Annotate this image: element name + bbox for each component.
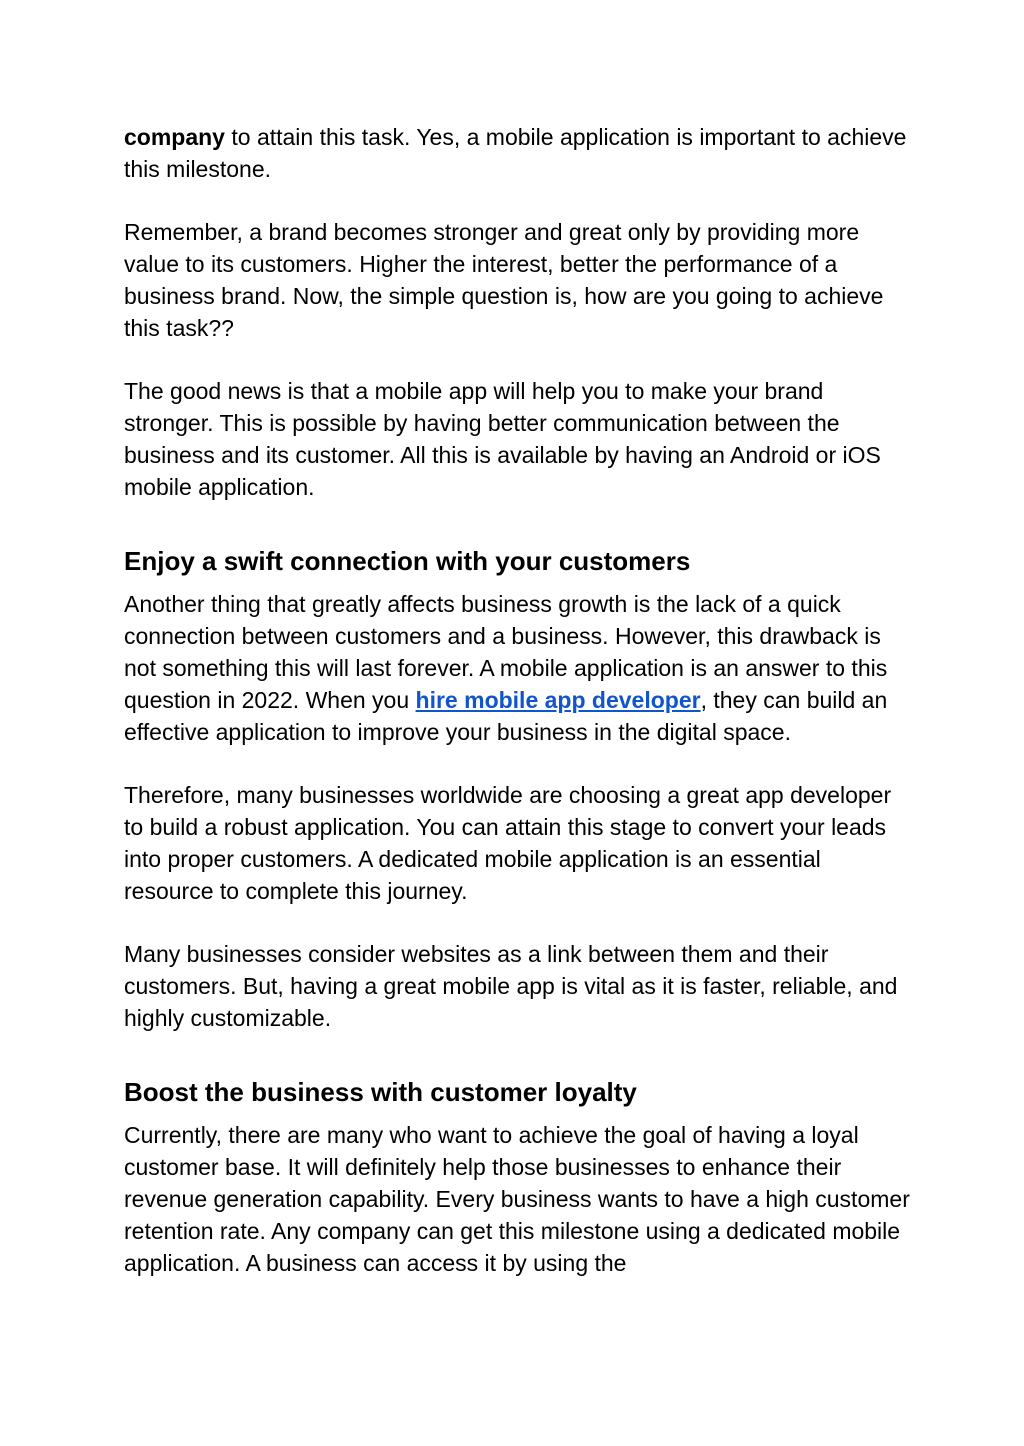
paragraph-brand: Remember, a brand becomes stronger and great only by providing more value to its customers. Higher the interest, better the performance of a business brand. Now, the simple question is, how are you going to achieve this task?? (124, 219, 884, 341)
paragraph-connection-before: Another thing that greatly affects business growth is the lack of a quick connection between customers and a business. However, this drawback is not something this will last forever. A mobile application is an answer to this question in 2022. When you (124, 591, 888, 713)
heading-swift-connection: Enjoy a swift connection with your customers (124, 546, 691, 577)
paragraph-intro (124, 122, 914, 186)
paragraph-therefore: Therefore, many businesses worldwide are choosing a great app developer to build a robust application. You can attain this stage to convert your leads into proper customers. A dedicated mobile application is an essential resource to complete this journey. (124, 782, 892, 904)
hire-mobile-app-developer-link[interactable]: hire mobile app developer (415, 686, 701, 713)
paragraph-loyalty: Currently, there are many who want to achieve the goal of having a loyal customer base. It will definitely help those businesses to enhance their revenue generation capability. Every business wants to have a high customer retention rate. Any company can get this milestone using a dedicated mobile application. A business can access it by using the (124, 1122, 910, 1276)
heading-customer-loyalty: Boost the business with customer loyalty (124, 1077, 637, 1108)
paragraph-good-news: The good news is that a mobile app will help you to make your brand stronger. This is possible by having better communication between the business and its customer. All this is available by having an Android or iOS mobile application. (124, 378, 881, 500)
paragraph-intro-text: to attain this task. Yes, a mobile application is important to achieve this milestone. (124, 124, 907, 182)
paragraph-connection-after: , they can build an effective application to improve your business in the digital space. (124, 686, 888, 745)
document-page (124, 122, 914, 1279)
bold-lead-word: company (124, 124, 225, 150)
paragraph-websites: Many businesses consider websites as a link between them and their customers. But, having a great mobile app is vital as it is faster, reliable, and highly customizable. (124, 941, 898, 1031)
paragraph-connection (124, 589, 914, 748)
